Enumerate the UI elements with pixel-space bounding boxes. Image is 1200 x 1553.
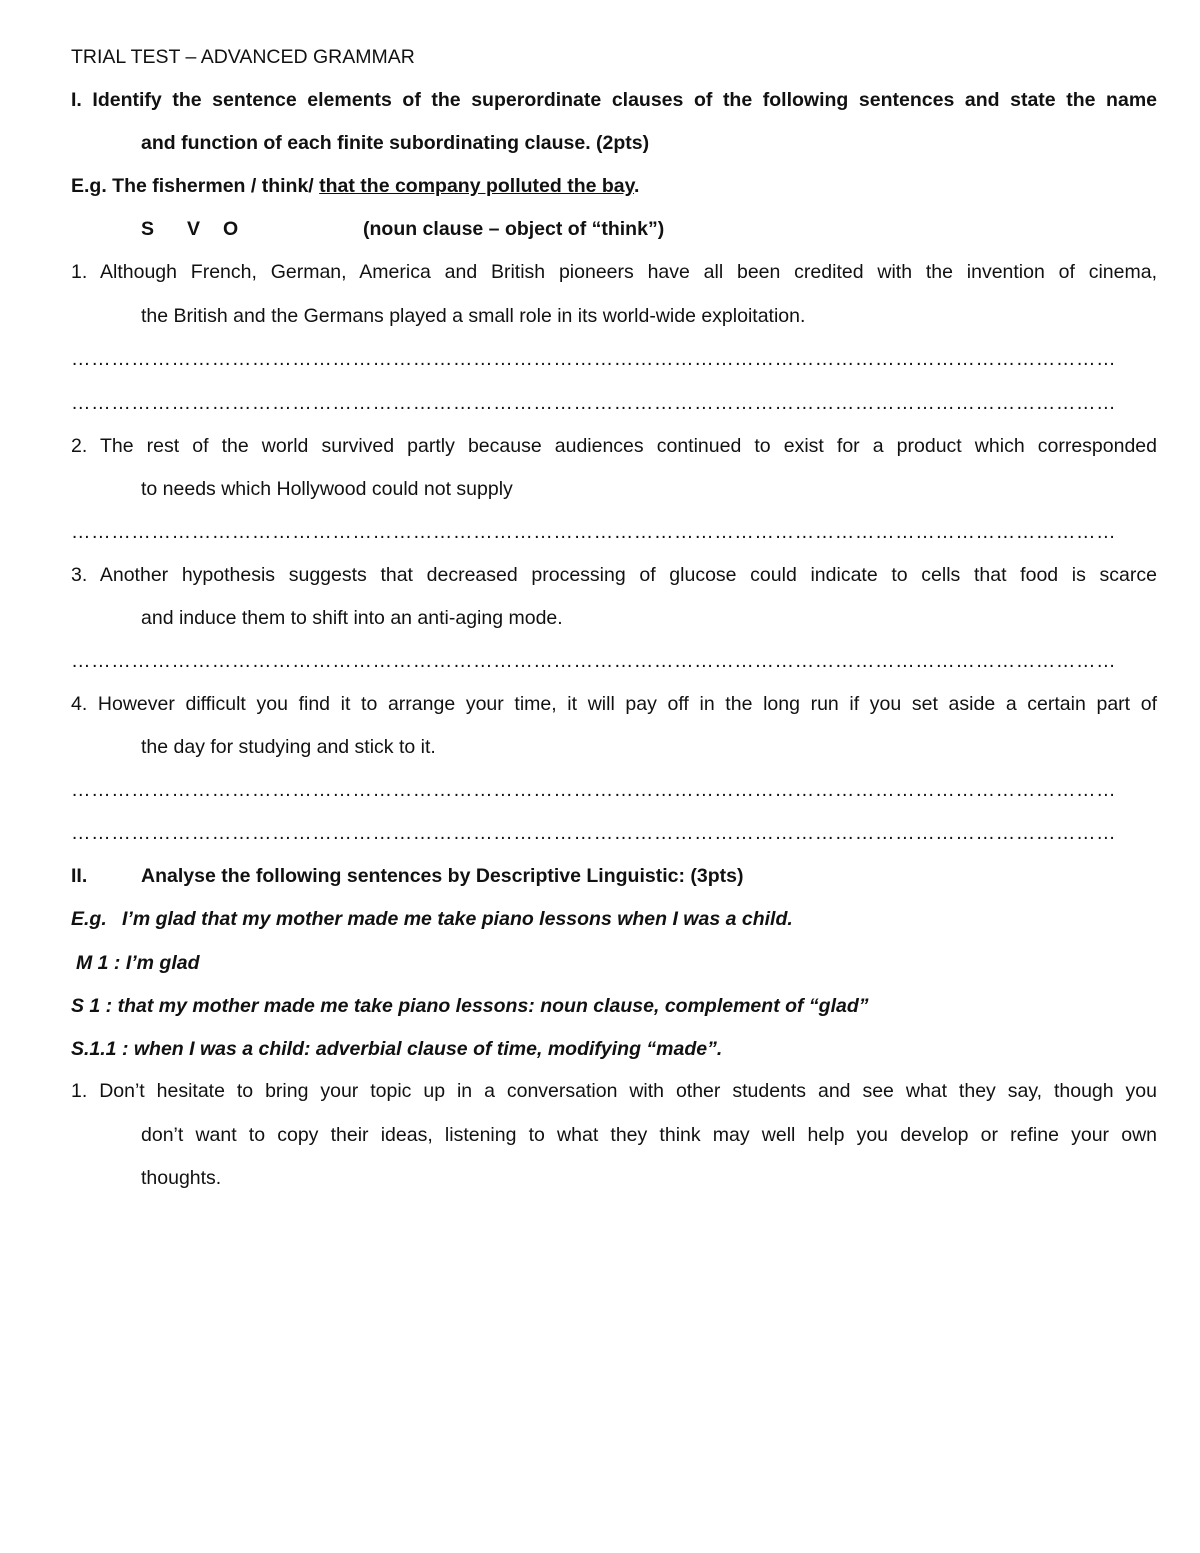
part2-question-1-line3: thoughts. xyxy=(141,1167,222,1189)
example-underlined-clause: that the company polluted the bay xyxy=(319,175,635,197)
example-prefix: E.g. The fishermen / think/ xyxy=(71,175,320,197)
answer-line: ………………………………………………………………………………………………………………………………………… xyxy=(71,392,1117,414)
part1-instruction-line1: I. Identify the sentence elements of the superordinate clauses of the following sentences and state the name xyxy=(71,89,1157,111)
question-2-line1: 2. The rest of the world survived partly because audiences continued to exist for a product which corresponded xyxy=(71,435,1157,457)
question-2-line2: to needs which Hollywood could not supply xyxy=(141,478,513,500)
answer-line: ………………………………………………………………………………………………………………………………………… xyxy=(71,348,1117,370)
part2-example-sentence: I’m glad that my mother made me take piano lessons when I was a child. xyxy=(122,908,793,930)
part1-instruction-line2: and function of each finite subordinating clause. (2pts) xyxy=(141,132,650,154)
part2-m1: M 1 : I’m glad xyxy=(76,952,200,974)
question-1-line1: 1. Although French, German, America and British pioneers have all been credited with the invention of cinema, xyxy=(71,261,1157,283)
part2-numeral: II. xyxy=(71,865,88,887)
part2-example-label: E.g. xyxy=(71,908,107,930)
example-v-label: V xyxy=(187,218,201,240)
part2-question-1-line2: don’t want to copy their ideas, listening to what they think may well help you develop or refine your own xyxy=(141,1124,1157,1146)
answer-line: ………………………………………………………………………………………………………………………………………… xyxy=(71,779,1117,801)
example-suffix: . xyxy=(634,175,640,197)
answer-line: ………………………………………………………………………………………………………………………………………… xyxy=(71,521,1117,543)
question-1-line2: the British and the Germans played a small role in its world-wide exploitation. xyxy=(141,305,806,327)
part2-s1: S 1 : that my mother made me take piano lessons: noun clause, complement of “glad” xyxy=(71,995,869,1017)
example-s-label: S xyxy=(141,218,155,240)
part2-question-1-line1: 1. Don’t hesitate to bring your topic up in a conversation with other students and see what they say, though you xyxy=(71,1080,1157,1102)
part2-s11: S.1.1 : when I was a child: adverbial clause of time, modifying “made”. xyxy=(71,1038,723,1060)
answer-line: ………………………………………………………………………………………………………………………………………… xyxy=(71,822,1117,844)
question-4-line2: the day for studying and stick to it. xyxy=(141,736,436,758)
part2-heading: Analyse the following sentences by Descriptive Linguistic: (3pts) xyxy=(141,865,744,887)
question-3-line2: and induce them to shift into an anti-aging mode. xyxy=(141,607,563,629)
example-o-label: O xyxy=(223,218,239,240)
answer-line: ………………………………………………………………………………………………………………………………………… xyxy=(71,650,1117,672)
question-4-line1: 4. However difficult you find it to arrange your time, it will pay off in the long run if you set aside a certain part of xyxy=(71,693,1157,715)
example-note: (noun clause – object of “think”) xyxy=(363,218,665,240)
page-title: TRIAL TEST – ADVANCED GRAMMAR xyxy=(71,46,415,68)
question-3-line1: 3. Another hypothesis suggests that decreased processing of glucose could indicate to cells that food is scarce xyxy=(71,564,1157,586)
part1-example-sentence xyxy=(71,174,639,198)
